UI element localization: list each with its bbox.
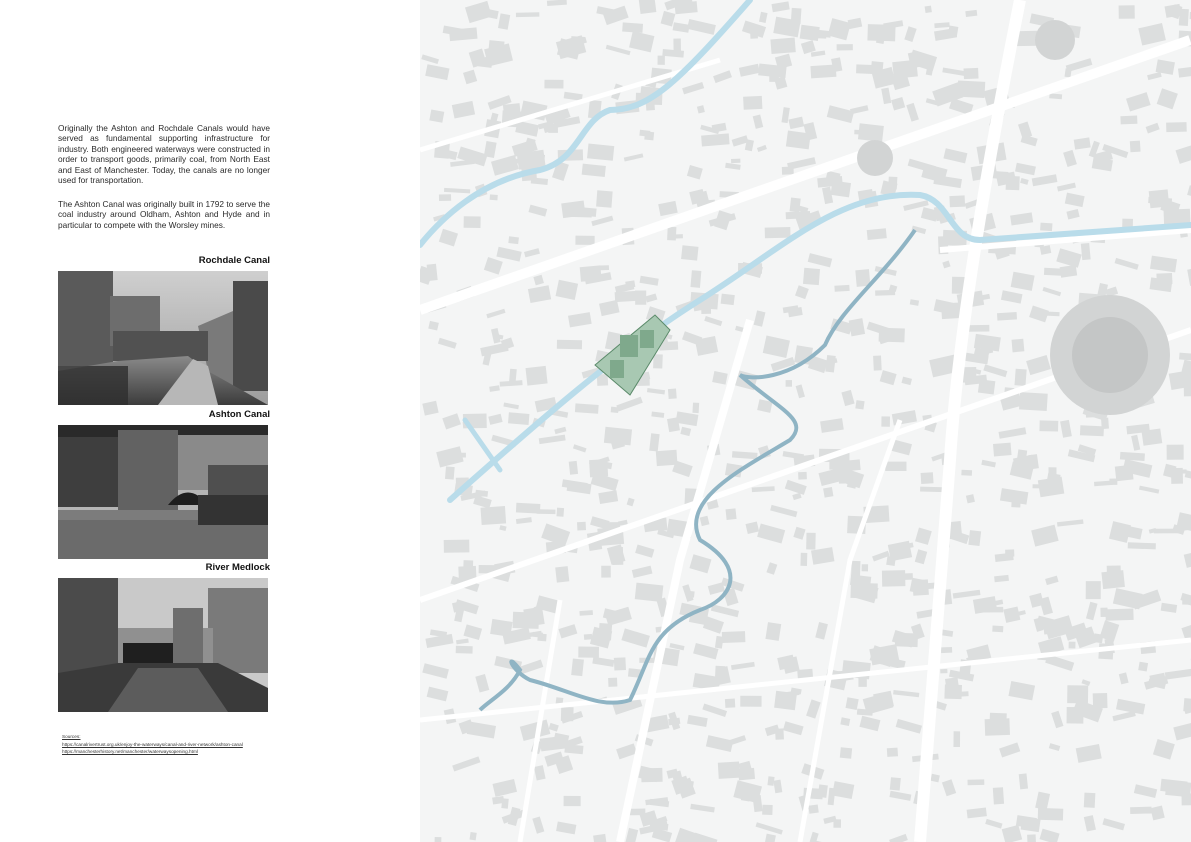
building bbox=[470, 832, 477, 840]
building bbox=[800, 553, 807, 566]
gasholder-west bbox=[857, 140, 893, 176]
building bbox=[1080, 425, 1104, 436]
info-panel bbox=[0, 0, 420, 842]
building bbox=[622, 22, 643, 32]
building bbox=[964, 68, 979, 79]
stadium bbox=[1050, 295, 1170, 415]
building bbox=[635, 583, 664, 602]
building bbox=[726, 508, 737, 520]
building bbox=[803, 268, 820, 285]
building bbox=[1182, 793, 1191, 805]
building bbox=[978, 607, 1003, 613]
building bbox=[656, 450, 678, 466]
building bbox=[582, 164, 606, 177]
photo-caption-rochdale: Rochdale Canal bbox=[198, 255, 270, 266]
building bbox=[818, 784, 828, 797]
building bbox=[940, 669, 947, 674]
building bbox=[579, 610, 593, 616]
building bbox=[718, 762, 740, 779]
building bbox=[1038, 808, 1064, 821]
building bbox=[808, 805, 818, 814]
building bbox=[1093, 633, 1103, 643]
photo-caption-medlock: River Medlock bbox=[205, 562, 270, 573]
building bbox=[434, 837, 441, 842]
map-canvas bbox=[420, 0, 1191, 842]
building bbox=[429, 110, 444, 123]
building bbox=[1069, 642, 1076, 649]
building bbox=[837, 44, 853, 50]
building bbox=[690, 270, 701, 288]
intro-paragraph-1: Originally the Ashton and Rochdale Canals would have served as fundamental supporting infrastructure for industry. Both engineered waterways were constructed in order to transport goods, primarily coal, from North East and East of Manchester. Today, the canals are no longer used for transportation. bbox=[58, 123, 270, 186]
building bbox=[1101, 570, 1125, 589]
building bbox=[725, 699, 735, 708]
building bbox=[949, 195, 965, 207]
building bbox=[790, 198, 801, 213]
building bbox=[890, 777, 901, 790]
building bbox=[786, 211, 811, 219]
building bbox=[765, 227, 791, 238]
building bbox=[1178, 67, 1191, 78]
building bbox=[770, 38, 795, 55]
building bbox=[569, 461, 578, 475]
building bbox=[532, 632, 542, 638]
building bbox=[513, 619, 524, 626]
site-context-map bbox=[420, 0, 1191, 842]
photo-caption-ashton: Ashton Canal bbox=[208, 409, 270, 420]
building bbox=[1128, 542, 1156, 549]
building bbox=[867, 228, 887, 240]
source-link-manchester-history[interactable]: https://manchesterhistory.net/manchester/waterwaysopening.html bbox=[62, 749, 198, 754]
building bbox=[1043, 311, 1060, 316]
building bbox=[867, 24, 895, 41]
building bbox=[743, 96, 762, 110]
building bbox=[738, 768, 755, 781]
building bbox=[1166, 122, 1187, 132]
building bbox=[679, 831, 688, 842]
building bbox=[577, 522, 586, 531]
building bbox=[692, 403, 699, 414]
building bbox=[544, 80, 563, 89]
building bbox=[439, 194, 451, 201]
building bbox=[762, 805, 773, 815]
building bbox=[968, 530, 981, 546]
building bbox=[464, 216, 481, 228]
building bbox=[1130, 807, 1152, 814]
building bbox=[1033, 484, 1041, 488]
building bbox=[667, 227, 676, 241]
building bbox=[427, 264, 438, 281]
building bbox=[888, 177, 897, 190]
building bbox=[887, 748, 898, 757]
building bbox=[845, 697, 858, 710]
building bbox=[855, 400, 864, 409]
building bbox=[501, 798, 508, 808]
building bbox=[444, 540, 470, 553]
building bbox=[895, 633, 918, 647]
building bbox=[921, 472, 934, 484]
building bbox=[1040, 223, 1052, 232]
building bbox=[578, 647, 599, 658]
building bbox=[490, 194, 498, 200]
building bbox=[600, 265, 609, 270]
building bbox=[953, 731, 960, 747]
building bbox=[881, 416, 890, 426]
building bbox=[1086, 581, 1101, 599]
building bbox=[782, 167, 794, 175]
building bbox=[653, 354, 663, 368]
building bbox=[851, 561, 860, 578]
building bbox=[1179, 9, 1189, 26]
building bbox=[571, 659, 584, 677]
building bbox=[561, 201, 585, 219]
building bbox=[526, 366, 548, 386]
building bbox=[992, 626, 1003, 633]
building bbox=[508, 412, 529, 425]
building bbox=[516, 12, 539, 17]
building bbox=[1021, 817, 1041, 832]
building bbox=[833, 819, 841, 827]
building bbox=[596, 190, 613, 207]
building bbox=[604, 427, 632, 446]
building bbox=[806, 533, 816, 550]
building bbox=[910, 578, 926, 594]
building bbox=[941, 302, 960, 319]
building bbox=[989, 713, 1006, 728]
building bbox=[481, 506, 507, 525]
building bbox=[587, 144, 614, 161]
building bbox=[1014, 369, 1026, 386]
building bbox=[1101, 418, 1109, 429]
building bbox=[516, 503, 540, 514]
building bbox=[1130, 141, 1141, 153]
building bbox=[658, 56, 665, 65]
building bbox=[503, 103, 521, 117]
building bbox=[925, 6, 932, 13]
building bbox=[1044, 268, 1069, 276]
building bbox=[564, 796, 581, 806]
building bbox=[800, 25, 820, 41]
building bbox=[997, 312, 1017, 321]
building bbox=[791, 8, 802, 24]
building bbox=[1081, 243, 1091, 260]
building bbox=[1167, 445, 1184, 460]
sources-block bbox=[62, 733, 292, 756]
building bbox=[1084, 793, 1096, 808]
building bbox=[721, 294, 735, 306]
building bbox=[857, 709, 873, 716]
building bbox=[858, 123, 884, 142]
building bbox=[1039, 420, 1058, 431]
building bbox=[1019, 392, 1048, 411]
building bbox=[767, 776, 774, 786]
building bbox=[575, 403, 599, 413]
building bbox=[1012, 339, 1025, 353]
building bbox=[639, 130, 650, 137]
building bbox=[608, 678, 617, 687]
building bbox=[731, 159, 740, 164]
building bbox=[681, 245, 698, 260]
building bbox=[571, 36, 585, 41]
building bbox=[584, 634, 593, 640]
building bbox=[601, 566, 611, 578]
source-link-canal-river-trust[interactable]: https://canalrivertrust.org.uk/enjoy-the-waterways/canal-and-river-network/ashton-canal bbox=[62, 741, 243, 747]
building bbox=[993, 787, 1004, 804]
building bbox=[1019, 773, 1028, 789]
building bbox=[786, 380, 792, 387]
building bbox=[1027, 834, 1036, 842]
building bbox=[750, 33, 758, 39]
building bbox=[1044, 627, 1053, 634]
building bbox=[968, 779, 985, 785]
building bbox=[667, 417, 680, 432]
building bbox=[1120, 452, 1145, 461]
building bbox=[840, 747, 852, 758]
building bbox=[1120, 116, 1137, 125]
building bbox=[871, 61, 884, 73]
building bbox=[873, 356, 882, 371]
building bbox=[508, 236, 519, 244]
building bbox=[456, 646, 473, 654]
building bbox=[1176, 469, 1187, 473]
building bbox=[849, 318, 865, 336]
building bbox=[882, 570, 906, 586]
building bbox=[740, 696, 761, 707]
building bbox=[639, 0, 657, 14]
rochdale-canal-photo bbox=[58, 271, 268, 405]
building bbox=[478, 59, 492, 68]
building bbox=[641, 768, 663, 782]
building bbox=[614, 657, 626, 670]
building bbox=[668, 388, 677, 399]
building bbox=[920, 487, 944, 493]
building bbox=[445, 466, 455, 479]
building bbox=[885, 462, 906, 471]
building bbox=[1154, 529, 1180, 534]
building bbox=[834, 285, 849, 292]
sources-heading: Sources: bbox=[62, 734, 81, 739]
building bbox=[839, 477, 853, 484]
building bbox=[957, 81, 985, 99]
building bbox=[1149, 189, 1170, 208]
building bbox=[948, 26, 958, 37]
gasholder-north bbox=[1035, 20, 1075, 60]
building bbox=[798, 472, 807, 480]
building bbox=[1138, 662, 1148, 672]
building bbox=[687, 591, 695, 598]
building bbox=[993, 443, 1012, 457]
river-medlock-photo bbox=[58, 578, 268, 712]
building bbox=[557, 340, 582, 350]
ashton-canal-photo bbox=[58, 425, 268, 559]
building bbox=[941, 647, 952, 653]
building bbox=[701, 133, 729, 146]
building bbox=[589, 459, 608, 477]
building bbox=[774, 691, 797, 710]
intro-paragraph-2: The Ashton Canal was originally built in 1792 to serve the coal industry around Oldham, Ashton and Hyde and in particular to compete with the Worsley mines. bbox=[58, 199, 270, 230]
building bbox=[556, 508, 564, 517]
building bbox=[509, 369, 517, 384]
building bbox=[862, 564, 869, 571]
building bbox=[446, 453, 466, 458]
building bbox=[765, 622, 781, 641]
building bbox=[555, 566, 569, 582]
building bbox=[1119, 5, 1135, 19]
building bbox=[575, 236, 594, 245]
building bbox=[1086, 413, 1097, 418]
building bbox=[823, 487, 833, 498]
building bbox=[722, 631, 746, 643]
building bbox=[1049, 93, 1062, 99]
building bbox=[961, 470, 972, 476]
building bbox=[1105, 609, 1133, 621]
